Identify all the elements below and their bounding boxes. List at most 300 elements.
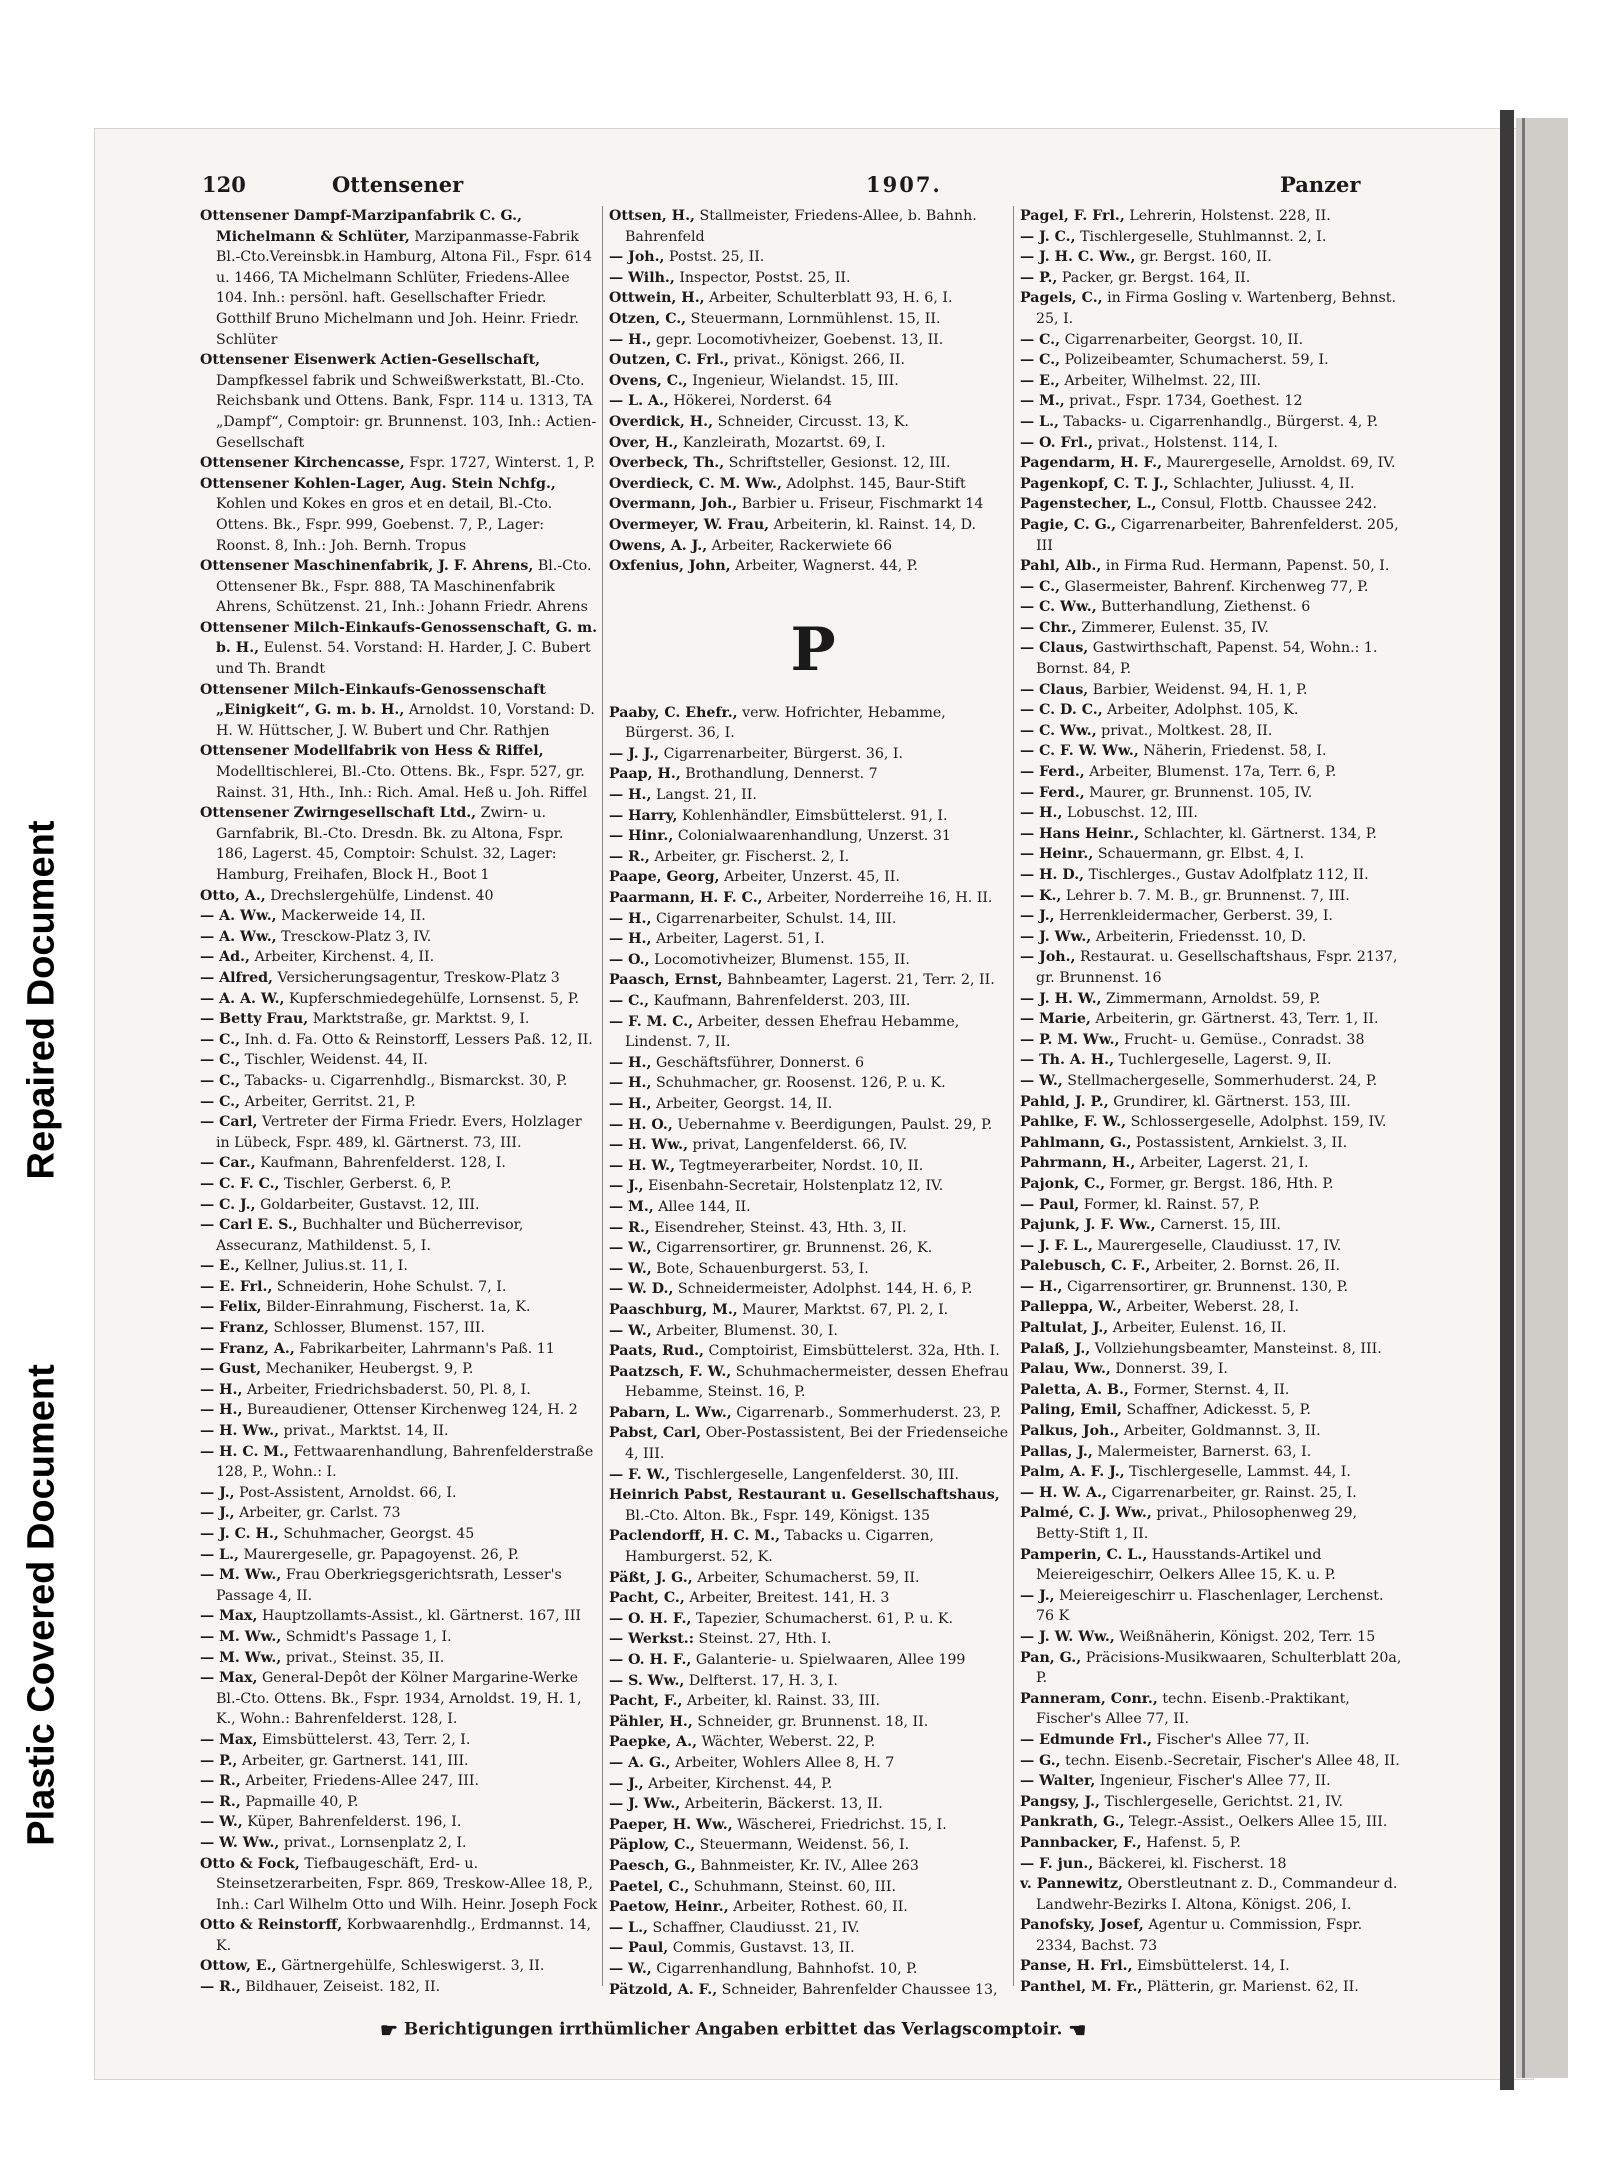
entry-name: Pallas, J.,	[1020, 1443, 1093, 1460]
entry-name: Paesch, G.,	[609, 1857, 696, 1874]
directory-entry	[1020, 1792, 1402, 1813]
directory-entry	[1020, 391, 1402, 412]
directory-entry	[1020, 1359, 1402, 1380]
directory-entry	[1020, 1503, 1402, 1544]
entry-details: Maurer, Marktst. 67, Pl. 2, I.	[742, 1301, 949, 1318]
entry-details: Maurer, gr. Brunnenst. 105, IV.	[1089, 784, 1313, 801]
entry-details: Schuhmann, Steinst. 60, III.	[693, 1878, 896, 1895]
directory-entry	[1020, 783, 1402, 804]
entry-details: Comptoirist, Eimsbüttelerst. 32a, Hth. I.	[708, 1343, 1000, 1360]
section-letter: P	[790, 614, 836, 685]
entry-name: — P.,	[1020, 269, 1058, 286]
entry-details: Uebernahme v. Beerdigungen, Paulst. 29, P.	[677, 1116, 993, 1133]
entry-name: — Max,	[200, 1670, 258, 1687]
directory-entry	[609, 1197, 1017, 1218]
entry-details: privat., Philosophenweg 29, Betty-Stift 1, II.	[1036, 1505, 1357, 1542]
entry-name: — Ferd.,	[1020, 764, 1085, 781]
entry-details: Gärtnergehülfe, Schleswigerst. 3, II.	[281, 1958, 545, 1975]
directory-column-1	[200, 206, 598, 1996]
directory-entry	[200, 1400, 598, 1421]
entry-name: Ottensener Zwirngesellschaft Ltd.,	[200, 805, 477, 822]
directory-entry	[609, 247, 1017, 268]
entry-name: — R.,	[200, 1793, 241, 1810]
entry-details: Arbeiter, Adolphst. 105, K.	[1107, 702, 1299, 719]
entry-details: Kanzleirath, Mozartst. 69, I.	[682, 434, 886, 451]
entry-details: verw. Hofrichter, Hebamme, Bürgerst. 36, I.	[625, 704, 946, 742]
entry-details: Mackerweide 14, II.	[281, 908, 426, 925]
entry-details: Zimmerer, Eulenst. 35, IV.	[1081, 619, 1269, 636]
entry-details: Schneider, gr. Brunnenst. 18, II.	[697, 1713, 929, 1730]
entry-details: Wäscherei, Friedrichst. 15, I.	[737, 1816, 947, 1833]
directory-entry	[1020, 1215, 1402, 1236]
directory-entry	[1020, 1195, 1402, 1216]
entry-name: Ottensener Modellfabrik von Hess & Riffel,	[200, 743, 544, 760]
entry-details: Arbeiter, gr. Gartnerst. 141, III.	[241, 1752, 469, 1769]
entry-details: Bahnmeister, Kr. IV., Allee 263	[700, 1857, 919, 1874]
directory-entry	[609, 1877, 1017, 1898]
directory-entry	[200, 1030, 598, 1051]
entry-details: Postassistent, Arnkielst. 3, II.	[1135, 1134, 1348, 1151]
entry-details: Korbwaarenhdlg., Erdmannst. 14, K.	[216, 1917, 592, 1954]
entry-name: — J. H. W.,	[1020, 990, 1102, 1007]
directory-entry	[1020, 330, 1402, 351]
entry-name: — Ad.,	[200, 949, 250, 966]
entry-details: Hafenst. 5, P.	[1146, 1834, 1241, 1851]
entry-details: Ingenieur, Wielandst. 15, III.	[692, 372, 899, 389]
directory-entry	[200, 1565, 598, 1606]
entry-name: Ottow, E.,	[200, 1958, 277, 1975]
entry-name: — L.,	[200, 1546, 239, 1563]
entry-details: Post-Assistent, Arnoldst. 66, I.	[239, 1484, 457, 1501]
directory-entry	[1020, 433, 1402, 454]
entry-details: Tapezier, Schumacherst. 61, P. u. K.	[695, 1610, 953, 1627]
directory-entry	[200, 1668, 598, 1730]
entry-name: Oxfenius, John,	[609, 558, 731, 575]
entry-details: Arbeiter, Breitest. 141, H. 3	[689, 1590, 890, 1607]
entry-name: Ottensener Milch-Einkaufs-Genossenschaft, G. m. b. H.,	[200, 619, 598, 657]
entry-details: Marzipanmasse-Fabrik Bl.-Cto.Vereinsbk.in Hamburg, Altona Fil., Fspr. 614 u. 1466, TA Michelmann Schlüter, Friedens-Allee 104. Inh.: persönl. haft. Gesellschafter Friedr. Gotthilf Bruno Michelmann und Joh. Heinr. Friedr. Schlüter	[216, 228, 592, 348]
directory-entry	[609, 1403, 1017, 1424]
entry-details: Eulenst. 54. Vorstand: H. Harder, J. C. Bubert und Th. Brandt	[216, 640, 591, 678]
directory-entry	[609, 556, 1017, 577]
entry-details: Arbeiter, Goldmannst. 3, II.	[1123, 1423, 1321, 1440]
entry-name: Pajonk, C.,	[1020, 1175, 1106, 1192]
entry-details: Barbier u. Friseur, Fischmarkt 14	[741, 496, 984, 513]
directory-entry	[609, 1835, 1017, 1856]
entry-details: Polizeibeamter, Schumacherst. 59, I.	[1064, 352, 1329, 369]
directory-entry	[609, 1650, 1017, 1671]
entry-name: Overmeyer, W. Frau,	[609, 516, 770, 533]
directory-entry	[1020, 1915, 1402, 1956]
entry-name: — O. H. F.,	[609, 1610, 692, 1627]
directory-entry	[609, 391, 1017, 412]
entry-details: Modelltischlerei, Bl.-Cto. Ottens. Bk., Fspr. 527, gr. Rainst. 31, Hth., Inh.: Rich. Amal. Heß u. Joh. Riffel	[216, 764, 588, 801]
directory-entry	[1020, 1009, 1402, 1030]
directory-entry	[1020, 741, 1402, 762]
entry-details: Allee 144, II.	[658, 1198, 751, 1215]
entry-details: Papmaille 40, P.	[245, 1793, 359, 1810]
entry-details: Schuhmacher, gr. Roosenst. 126, P. u. K.	[655, 1075, 946, 1092]
entry-details: Tresckow-Platz 3, IV.	[281, 928, 432, 945]
entry-details: Tischlergeselle, Langenfelderst. 30, III.	[674, 1466, 959, 1483]
entry-name: — Joh.,	[609, 249, 665, 266]
entry-name: — A. Ww.,	[200, 908, 277, 925]
entry-name: — J. W. Ww.,	[1020, 1628, 1115, 1645]
entry-name: Paats, Rud.,	[609, 1343, 704, 1360]
directory-entry	[609, 1753, 1017, 1774]
entry-name: Pabarn, L. Ww.,	[609, 1404, 732, 1421]
entry-name: — H. W. A.,	[1020, 1484, 1107, 1501]
entry-details: Geschäftsführer, Donnerst. 6	[655, 1054, 865, 1071]
entry-details: Schneiderin, Hohe Schulst. 7, I.	[276, 1278, 507, 1295]
entry-name: Palkus, Joh.,	[1020, 1423, 1120, 1440]
entry-details: Tischlerges., Gustav Adolfplatz 112, II.	[1088, 867, 1369, 883]
entry-name: Pahlke, F. W.,	[1020, 1114, 1127, 1131]
entry-name: — C. D. C.,	[1020, 702, 1103, 719]
entry-details: Cigarrenarbeiter, Schulst. 14, III.	[655, 910, 897, 927]
entry-name: — Joh.,	[1020, 949, 1076, 966]
entry-name: Pahrmann, H.,	[1020, 1155, 1136, 1172]
entry-details: Cigarrenarb., Sommerhuderst. 23, P.	[736, 1404, 1002, 1421]
directory-entry	[1020, 1977, 1402, 1996]
entry-details: Packer, gr. Bergst. 164, II.	[1061, 269, 1251, 286]
entry-name: — Chr.,	[1020, 619, 1077, 636]
directory-column-3	[1020, 206, 1402, 1996]
entry-details: Oberstleutnant z. D., Commandeur d. Landwehr-Bezirks I. Altona, Königst. 206, I.	[1036, 1876, 1398, 1913]
entry-details: Inh. d. Fa. Otto & Reinstorff, Lessers Paß. 12, II.	[244, 1031, 593, 1048]
directory-entry	[609, 494, 1017, 515]
directory-entry	[609, 1794, 1017, 1815]
entry-name: — W.,	[609, 1240, 652, 1257]
entry-details: Goldarbeiter, Gustavst. 12, III.	[260, 1196, 480, 1213]
entry-details: gepr. Locomotivheizer, Goebenst. 13, II.	[655, 331, 944, 348]
entry-name: — H.,	[1020, 1278, 1063, 1295]
entry-details: Maurergeselle, gr. Papagoyenst. 26, P.	[243, 1546, 519, 1563]
entry-details: Kaufmann, Bahrenfelderst. 203, III.	[653, 993, 911, 1009]
entry-details: Arnoldst. 10, Vorstand: D. H. W. Hüttscher, J. W. Bubert und Chr. Rathjen	[216, 702, 595, 739]
entry-name: — W.,	[609, 1260, 652, 1277]
entry-name: Paclendorff, H. C. M.,	[609, 1528, 781, 1545]
entry-details: Arbeiter, dessen Ehefrau Hebamme, Lindenst. 7, II.	[625, 1013, 960, 1051]
entry-name: Otto & Reinstorff,	[200, 1917, 343, 1934]
entry-details: Schlosser, Blumenst. 157, III.	[273, 1320, 486, 1337]
directory-entry	[609, 703, 1017, 744]
entry-details: Küper, Bahrenfelderst. 196, I.	[247, 1814, 462, 1831]
entry-name: — S. Ww.,	[609, 1672, 685, 1689]
directory-entry	[1020, 597, 1402, 618]
column-rule	[602, 206, 603, 1986]
entry-name: — R.,	[200, 1773, 241, 1790]
entry-name: — H.,	[609, 1075, 652, 1092]
entry-details: Vertreter der Firma Friedr. Evers, Holzlager in Lübeck, Fspr. 489, kl. Gärtnerst. 73, III.	[216, 1114, 582, 1151]
entry-name: — W. D.,	[609, 1281, 674, 1298]
entry-details: Grundirer, kl. Gärtnerst. 153, III.	[1113, 1093, 1351, 1110]
footer-note	[380, 2018, 1230, 2042]
directory-entry	[609, 1691, 1017, 1712]
entry-details: Fspr. 1727, Winterst. 1, P.	[409, 455, 596, 472]
footer-text: Berichtigungen irrthümlicher Angaben erbittet das Verlagscomptoir.	[403, 2019, 1063, 2040]
entry-details: privat., Steinst. 35, II.	[285, 1649, 445, 1666]
entry-details: Adolphst. 145, Baur-Stift	[786, 475, 966, 492]
directory-entry	[1020, 1956, 1402, 1977]
entry-name: — P. M. Ww.,	[1020, 1031, 1120, 1048]
pointing-hand-left-icon: ☛	[380, 2018, 398, 2042]
entry-name: — H.,	[609, 1054, 652, 1071]
entry-details: Arbeiterin, Bäckerst. 13, II.	[684, 1796, 883, 1813]
entry-name: Overmann, Joh.,	[609, 496, 738, 513]
directory-entry	[1020, 1854, 1402, 1875]
entry-details: Butterhandlung, Ziethenst. 6	[1101, 599, 1311, 616]
entry-details: Maurergeselle, Arnoldst. 69, IV.	[1166, 455, 1396, 472]
entry-name: Panthel, M. Fr.,	[1020, 1979, 1143, 1996]
entry-name: Paletta, A. B.,	[1020, 1381, 1129, 1398]
directory-entry	[1020, 865, 1402, 886]
entry-name: — H. D.,	[1020, 867, 1085, 883]
entry-name: — W.,	[609, 1960, 652, 1977]
directory-entry	[200, 1256, 598, 1277]
entry-details: Schneidermeister, Adolphst. 144, H. 6, P.	[677, 1281, 973, 1298]
directory-entry	[200, 1606, 598, 1627]
entry-details: Kaufmann, Bahrenfelderst. 128, I.	[260, 1155, 506, 1172]
directory-entry	[1020, 227, 1402, 248]
entry-name: — C.,	[609, 993, 650, 1009]
directory-entry	[200, 1915, 598, 1956]
entry-details: Ober-Postassistent, Bei der Friedenseiche 4, III.	[625, 1425, 1009, 1463]
entry-name: — Wilh.,	[609, 269, 675, 286]
entry-name: Paaby, C. Ehefr.,	[609, 704, 738, 721]
directory-entry	[200, 1009, 598, 1030]
entry-name: — L. A.,	[609, 393, 669, 410]
entry-details: privat, Langenfelderst. 66, IV.	[692, 1137, 908, 1154]
entry-details: Arbeiter, Kirchenst. 44, P.	[648, 1775, 833, 1792]
entry-name: Palm, A. F. J.,	[1020, 1464, 1125, 1481]
page-number: 120	[202, 172, 246, 197]
directory-entry	[1020, 474, 1402, 495]
entry-details: Weißnäherin, Königst. 202, Terr. 15	[1119, 1628, 1376, 1645]
entry-name: — J.,	[1020, 1587, 1055, 1604]
directory-entry	[609, 806, 1017, 827]
directory-entry	[609, 1073, 1017, 1094]
running-head-right: Panzer	[1280, 172, 1361, 197]
entry-name: v. Pannewitz,	[1020, 1876, 1123, 1893]
directory-entry	[609, 744, 1017, 765]
entry-details: Steinst. 27, Hth. I.	[698, 1631, 832, 1648]
directory-entry	[1020, 762, 1402, 783]
entry-name: — Betty Frau,	[200, 1011, 309, 1028]
directory-entry	[1020, 1730, 1402, 1751]
entry-name: Otto, A.,	[200, 887, 266, 904]
directory-entry	[1020, 247, 1402, 268]
entry-details: Eimsbüttelerst. 43, Terr. 2, I.	[261, 1731, 471, 1748]
entry-name: Pahld, J. P.,	[1020, 1093, 1109, 1110]
directory-entry	[200, 1359, 598, 1380]
directory-entry	[609, 1938, 1017, 1959]
entry-details: Kohlenhändler, Eimsbüttelerst. 91, I.	[682, 807, 948, 824]
entry-name: Paasch, Ernst,	[609, 972, 723, 989]
directory-entry	[200, 1977, 598, 1996]
entry-name: — Alfred,	[200, 969, 273, 986]
entry-details: privat., Königst. 266, II.	[733, 352, 905, 369]
directory-entry	[1020, 577, 1402, 598]
entry-details: Arbeiter, Wilhelmst. 22, III.	[1064, 372, 1262, 389]
directory-entry	[200, 556, 598, 618]
entry-details: Arbeiter, Gerritst. 21, P.	[244, 1093, 416, 1110]
entry-name: — H. O.,	[609, 1116, 673, 1133]
directory-entry	[200, 1751, 598, 1772]
directory-entry	[1020, 1833, 1402, 1854]
entry-details: Lehrerin, Holstenst. 228, II.	[1129, 208, 1331, 224]
entry-name: — R.,	[200, 1979, 241, 1996]
entry-details: Stellmachergeselle, Sommerhuderst. 24, P.	[1067, 1072, 1378, 1089]
entry-name: Palebusch, C. F.,	[1020, 1258, 1151, 1275]
directory-entry	[609, 1671, 1017, 1692]
entry-details: Brothandlung, Dennerst. 7	[685, 766, 878, 783]
directory-entry	[200, 1545, 598, 1566]
directory-entry	[609, 1321, 1017, 1342]
directory-entry	[1020, 1380, 1402, 1401]
entry-name: Pähler, H.,	[609, 1713, 693, 1730]
entry-name: — R.,	[609, 1219, 650, 1236]
directory-entry	[609, 536, 1017, 557]
directory-entry	[609, 1856, 1017, 1877]
directory-entry	[609, 268, 1017, 289]
entry-name: — J.,	[200, 1484, 235, 1501]
directory-entry	[1020, 1545, 1402, 1586]
entry-name: — H.,	[200, 1381, 243, 1398]
directory-entry	[609, 453, 1017, 474]
entry-name: Pahl, Alb.,	[1020, 558, 1102, 575]
directory-entry	[609, 1588, 1017, 1609]
entry-details: Arbeiter, Schulterblatt 93, H. 6, I.	[709, 290, 953, 307]
directory-entry	[1020, 886, 1402, 907]
entry-details: Cigarrenarbeiter, Georgst. 10, II.	[1064, 331, 1304, 348]
entry-details: Arbeiter, Kirchenst. 4, II.	[254, 949, 435, 966]
entry-details: Bilder-Einrahmung, Fischerst. 1a, K.	[266, 1299, 531, 1316]
directory-entry	[200, 1277, 598, 1298]
directory-entry	[609, 785, 1017, 806]
entry-name: — A. Ww.,	[200, 928, 277, 945]
entry-details: Schaffner, Adickesst. 5, P.	[1126, 1402, 1311, 1419]
directory-entry	[1020, 638, 1402, 679]
entry-name: — W.,	[609, 1322, 652, 1339]
entry-name: Otto & Fock,	[200, 1855, 300, 1872]
entry-name: Ottwein, H.,	[609, 290, 705, 307]
directory-entry	[200, 886, 598, 907]
entry-name: — J.,	[1020, 908, 1055, 925]
entry-name: — Claus,	[1020, 640, 1089, 657]
entry-name: — Franz, A.,	[200, 1340, 295, 1357]
directory-entry	[1020, 1751, 1402, 1772]
entry-details: Restaurat. u. Gesellschaftshaus, Fspr. 2137, gr. Brunnenst. 16	[1036, 949, 1398, 986]
entry-details: in Firma Rud. Hermann, Papenst. 50, I.	[1105, 558, 1390, 575]
directory-entry	[609, 1485, 1017, 1526]
entry-name: — C. F. C.,	[200, 1175, 280, 1192]
entry-details: Dampfkessel fabrik und Schweißwerkstatt, Bl.-Cto. Reichsbank und Ottens. Bank, Fspr. 114 u. 1313, TA „Dampf“, Comptoir: gr. Brunnenst. 103, Inh.: Actien-Gesellschaft	[216, 372, 597, 451]
entry-details: techn. Eisenb.-Secretair, Fischer's Allee 48, II.	[1065, 1752, 1400, 1769]
directory-entry	[1020, 1339, 1402, 1360]
entry-name: — Walter,	[1020, 1773, 1096, 1790]
entry-details: Wächter, Weberst. 22, P.	[701, 1734, 876, 1751]
entry-details: Arbeiter, Blumenst. 30, I.	[656, 1322, 838, 1339]
entry-name: — H.,	[1020, 805, 1063, 822]
entry-name: Paatzsch, F. W.,	[609, 1363, 732, 1380]
entry-details: Bote, Schauenburgerst. 53, I.	[656, 1260, 869, 1277]
entry-details: Delfterst. 17, H. 3, I.	[688, 1672, 838, 1689]
entry-details: Zimmermann, Arnoldst. 59, P.	[1106, 990, 1321, 1007]
directory-entry	[200, 1792, 598, 1813]
entry-name: — F. jun.,	[1020, 1855, 1094, 1872]
entry-name: Ottensener Milch-Einkaufs-Genossenschaft „Einigkeit“, G. m. b. H.,	[200, 681, 546, 719]
entry-details: Cigarrensortirer, gr. Brunnenst. 26, K.	[656, 1240, 933, 1257]
entry-name: — C.,	[200, 1031, 241, 1048]
directory-entry	[1020, 1256, 1402, 1277]
directory-entry	[1020, 1689, 1402, 1730]
directory-entry	[1020, 1112, 1402, 1133]
entry-details: Former, Sternst. 4, II.	[1133, 1381, 1290, 1398]
directory-entry	[1020, 1771, 1402, 1792]
entry-name: Heinrich Pabst, Restaurant u. Gesellschaftshaus,	[609, 1487, 1000, 1504]
entry-details: Schaffner, Claudiusst. 21, IV.	[652, 1919, 860, 1936]
directory-entry	[609, 433, 1017, 454]
entry-name: — J. C. H.,	[200, 1526, 279, 1542]
entry-name: Ottensener Maschinenfabrik, J. F. Ahrens,	[200, 558, 534, 575]
entry-details: privat., Lornsenplatz 2, I.	[283, 1834, 467, 1851]
directory-entry	[200, 1503, 598, 1524]
directory-entry	[1020, 556, 1402, 577]
entry-name: — J. J.,	[609, 745, 660, 762]
directory-entry	[609, 1238, 1017, 1259]
entry-details: Malermeister, Barnerst. 63, I.	[1097, 1443, 1312, 1460]
entry-name: — H. Ww.,	[200, 1423, 280, 1440]
entry-name: — Franz,	[200, 1320, 269, 1337]
directory-entry	[609, 1053, 1017, 1074]
entry-details: Drechslergehülfe, Lindenst. 40	[270, 887, 494, 904]
entry-name: — O.,	[609, 951, 650, 968]
directory-entry	[200, 1833, 598, 1854]
entry-details: Galanterie- u. Spielwaaren, Allee 199	[695, 1652, 966, 1668]
entry-name: Pagenstecher, L.,	[1020, 496, 1157, 513]
entry-name: — A. G.,	[609, 1754, 671, 1771]
entry-details: Arbeiter, gr. Carlst. 73	[239, 1505, 401, 1522]
directory-entry	[609, 309, 1017, 330]
entry-name: Ottensener Eisenwerk Actien-Gesellschaft,	[200, 352, 541, 369]
directory-entry	[609, 991, 1017, 1012]
directory-entry	[1020, 515, 1402, 556]
entry-details: Schriftsteller, Gesionst. 12, III.	[728, 455, 951, 472]
entry-name: — J. Ww.,	[609, 1796, 681, 1813]
directory-entry	[1020, 1648, 1402, 1689]
directory-entry	[200, 680, 598, 742]
entry-name: Ottsen, H.,	[609, 208, 695, 224]
entry-name: — Car.,	[200, 1155, 256, 1172]
running-head-year: 1907.	[866, 172, 942, 197]
entry-details: Tabacks- u. Cigarrenhandlg., Bürgerst. 4, P.	[1063, 413, 1378, 430]
entry-details: Bäckerei, kl. Fischerst. 18	[1097, 1855, 1287, 1872]
entry-details: Maurergeselle, Claudiusst. 17, IV.	[1097, 1237, 1342, 1254]
directory-entry	[1020, 1400, 1402, 1421]
entry-name: — Gust,	[200, 1361, 262, 1378]
entry-name: — Marie,	[1020, 1011, 1091, 1028]
entry-details: Schuhmacher, Georgst. 45	[283, 1526, 475, 1542]
entry-details: Tegtmeyerarbeiter, Nordst. 10, II.	[679, 1157, 924, 1174]
entry-details: Bureaudiener, Ottenser Kirchenweg 124, H. 2	[246, 1402, 578, 1419]
directory-column-2	[609, 206, 1017, 1996]
entry-details: gr. Bergst. 160, II.	[1139, 249, 1272, 266]
directory-entry	[609, 1918, 1017, 1939]
entry-name: Overbeck, Th.,	[609, 455, 725, 472]
entry-name: Paaschburg, M.,	[609, 1301, 738, 1318]
directory-entry	[200, 453, 598, 474]
